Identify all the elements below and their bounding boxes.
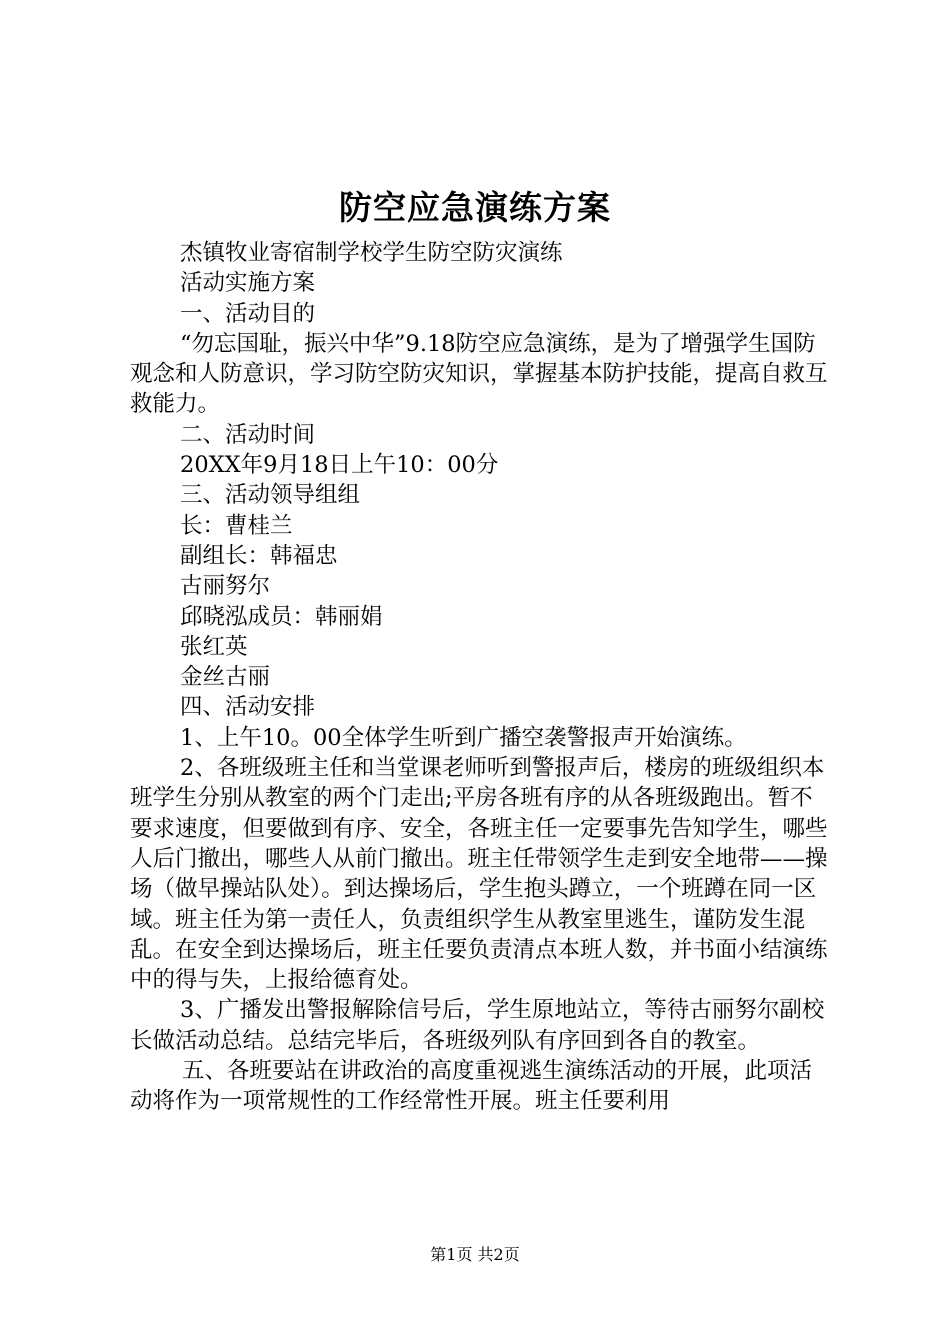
page-footer: 第1页 共2页 [430,1245,520,1264]
document-title: 防空应急演练方案 [339,188,611,227]
paragraph-purpose: “勿忘国耻，振兴中华”9.18防空应急演练，是为了增强学生国防观念和人防意识，学习防空防灾知识，掌握基本防护技能，提高自救互救能力。 [130,330,828,418]
section-five: 五、各班要站在讲政治的高度重视逃生演练活动的开展，此项活动将作为一项常规性的工作经常性开展。班主任要利用 [130,1058,813,1115]
member-line: 金丝古丽 [180,664,271,691]
member-line: 张红英 [180,633,248,660]
arrangement-item-1: 1、上午10。00全体学生听到广播空袭警报声开始演练。 [180,724,747,751]
document-body [130,238,832,1117]
deputy-leader-line: 副组长：韩福忠 [180,542,338,569]
paragraph-time: 20XX年9月18日上午10：00分 [180,452,499,479]
paragraph-school-name: 杰镇牧业寄宿制学校学生防空防灾演练 [180,240,563,266]
heading-time: 二、活动时间 [180,421,316,448]
member-line: 邱晓泓成员：韩丽娟 [180,603,383,630]
paragraph-plan-label: 活动实施方案 [180,270,316,297]
leader-line: 长：曹桂兰 [180,512,293,539]
member-line: 古丽努尔 [180,573,271,600]
arrangement-item-2: 2、各班级班主任和当堂课老师听到警报声后，楼房的班级组织本班学生分别从教室的两个门走出;平房各班有序的从各班级跑出。暂不要求速度，但要做到有序、安全，各班主任一定要事先告知学生，哪些人后门撤出，哪些人从前门撤出。班主任带领学生走到安全地带——操场（做早操站队处）。到达操场后，学生抱头蹲立，一个班蹲在同一区域。班主任为第一责任人，负责组织学生从教室里逃生，谨防发生混乱。在安全到达操场后，班主任要负责清点本班人数，并书面小结演练中的得与失，上报给德育处。 [130,755,828,994]
heading-purpose: 一、活动目的 [180,300,316,327]
heading-arrangement: 四、活动安排 [180,694,316,721]
heading-leadership: 三、活动领导组组 [180,482,361,509]
arrangement-item-3: 3、广播发出警报解除信号后，学生原地站立，等待古丽努尔副校长做活动总结。总结完毕后，各班级列队有序回到各自的教室。 [130,997,825,1054]
